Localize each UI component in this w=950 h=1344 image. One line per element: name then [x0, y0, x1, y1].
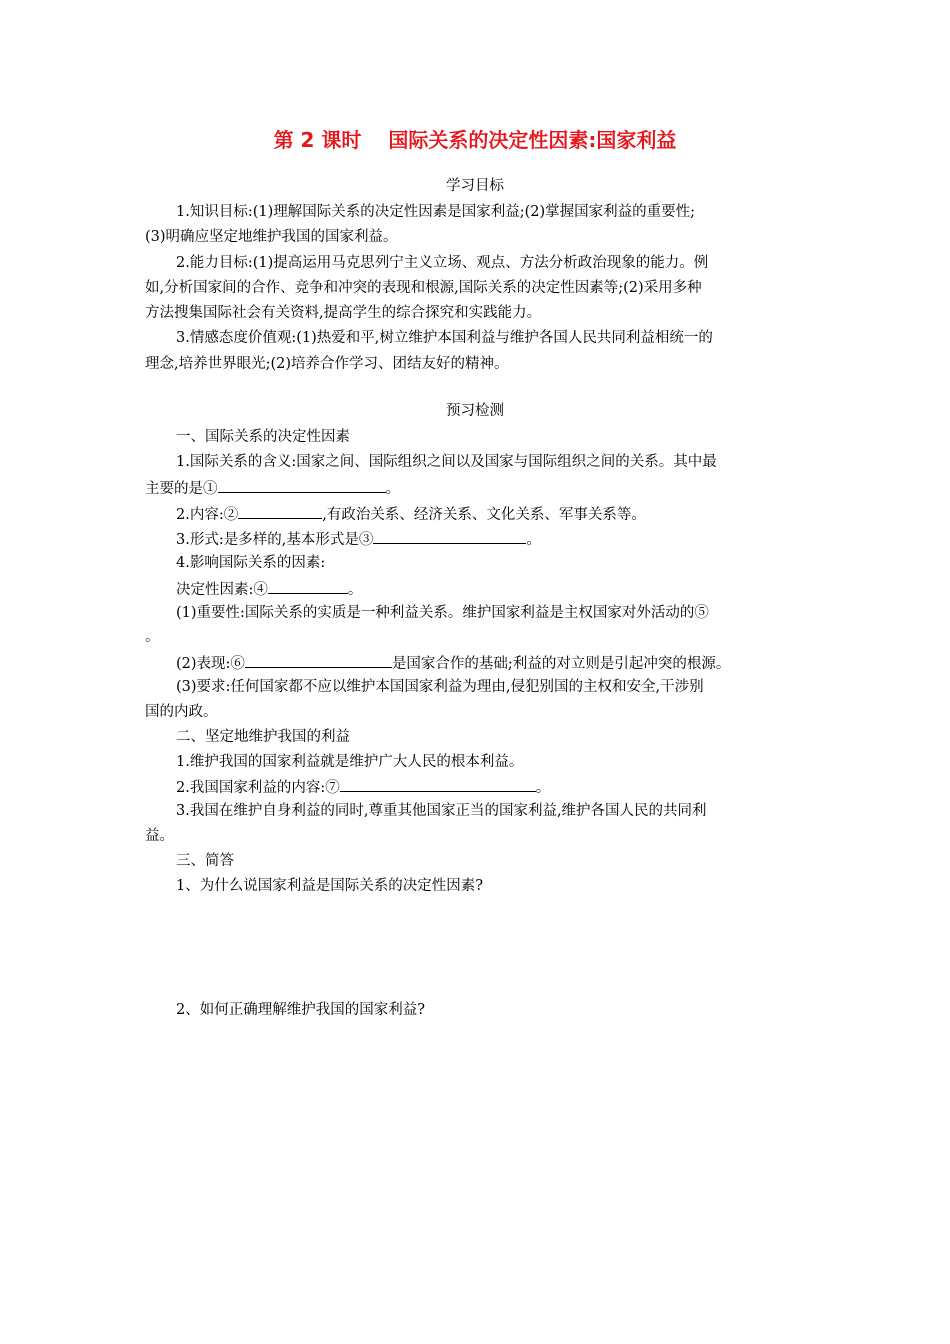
objective-knowledge-line2: (3)明确应坚定地维护我国的国家利益。	[145, 229, 398, 245]
objective-ability-line1: 2.能力目标:(1)提高运用马克思列宁主义立场、观点、方法分析政治现象的能力。例	[176, 255, 709, 271]
section-1-heading: 一、国际关系的决定性因素	[176, 429, 350, 445]
interest-content-line: 2.我国国家利益的内容:⑦ 。	[176, 776, 550, 798]
section-2-heading: 二、坚定地维护我国的利益	[176, 729, 350, 745]
decisive-factor-line: 决定性因素:④ 。	[176, 578, 362, 600]
importance-line1: (1)重要性:国际关系的实质是一种利益关系。维护国家利益是主权国家对外活动的⑤	[176, 605, 709, 621]
objectives-heading: 学习目标	[446, 178, 504, 194]
blank-3[interactable]	[373, 528, 526, 544]
objective-knowledge-line1: 1.知识目标:(1)理解国际关系的决定性因素是国家利益;(2)掌握国家利益的重要性;	[176, 204, 696, 220]
factors-line: 4.影响国际关系的因素:	[176, 555, 326, 571]
blank-2[interactable]	[238, 503, 322, 519]
requirement-line2: 国的内政。	[145, 704, 218, 720]
section-3-heading: 三、简答	[176, 853, 234, 869]
safeguard-line1: 1.维护我国的国家利益就是维护广大人民的根本利益。	[176, 754, 524, 770]
manifestation-line: (2)表现:⑥ 是国家合作的基础;利益的对立则是引起冲突的根源。	[176, 652, 730, 674]
respect-line2: 益。	[145, 828, 174, 844]
definition-line2: 主要的是① 。	[145, 477, 400, 499]
requirement-line1: (3)要求:任何国家都不应以维护本国国家利益为理由,侵犯别国的主权和安全,干涉别	[176, 679, 704, 695]
respect-line1: 3.我国在维护自身利益的同时,尊重其他国家正当的国家利益,维护各国人民的共同利	[176, 803, 707, 819]
objective-attitude-line2: 理念,培养世界眼光;(2)培养合作学习、团结友好的精神。	[145, 356, 509, 372]
question-1: 1、为什么说国家利益是国际关系的决定性因素?	[176, 878, 483, 894]
question-2: 2、如何正确理解维护我国的国家利益?	[176, 1002, 425, 1018]
blank-1[interactable]	[218, 477, 386, 493]
definition-line1: 1.国际关系的含义:国家之间、国际组织之间以及国家与国际组织之间的关系。其中最	[176, 454, 717, 470]
content-line: 2.内容:② ,有政治关系、经济关系、文化关系、军事关系等。	[176, 503, 646, 525]
objective-ability-line2: 如,分析国家间的合作、竞争和冲突的表现和根源,国际关系的决定性因素等;(2)采用多种	[145, 280, 702, 296]
blank-7[interactable]	[340, 776, 536, 792]
importance-line2: 。	[145, 629, 160, 645]
blank-4[interactable]	[268, 578, 348, 594]
page-title: 第 2 课时 国际关系的决定性因素:国家利益	[273, 128, 677, 152]
preview-heading: 预习检测	[446, 403, 504, 419]
objective-ability-line3: 方法搜集国际社会有关资料,提高学生的综合探究和实践能力。	[145, 305, 542, 321]
blank-6[interactable]	[245, 652, 392, 668]
form-line: 3.形式:是多样的,基本形式是③ 。	[176, 528, 541, 550]
objective-attitude-line1: 3.情感态度价值观:(1)热爱和平,树立维护本国利益与维护各国人民共同利益相统一的	[176, 330, 713, 346]
